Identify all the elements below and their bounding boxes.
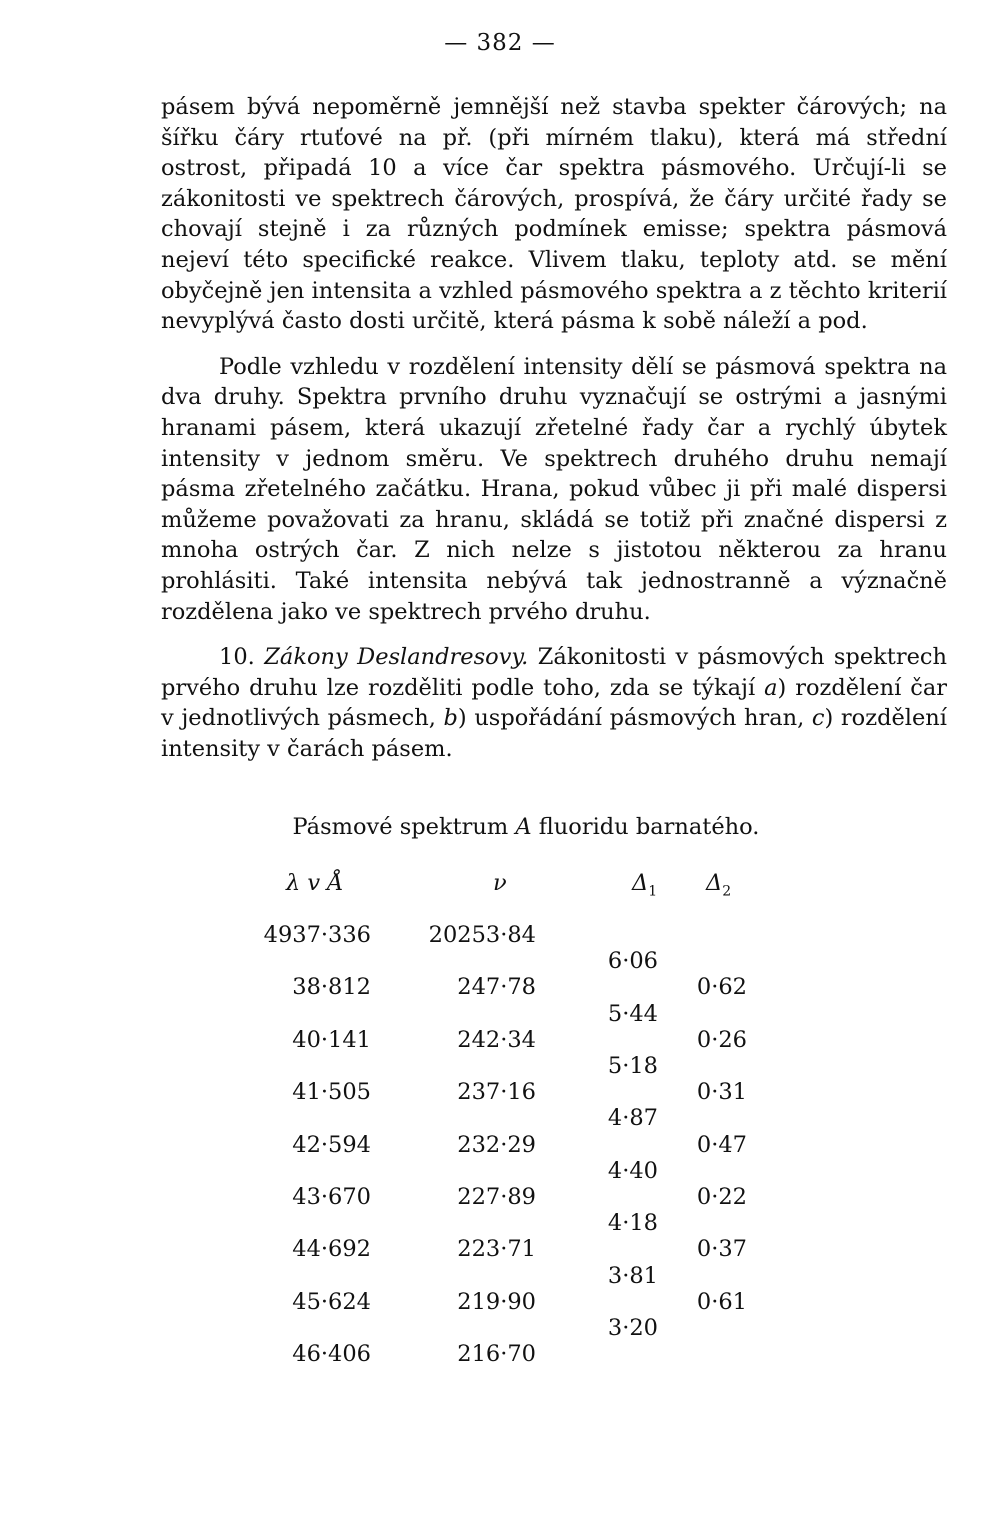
lambda-cell: 38·812 <box>292 974 371 1001</box>
lambda-cell: 45·624 <box>292 1288 371 1315</box>
delta1-cell: 5·18 <box>607 1053 658 1079</box>
lambda-cell: 4937·336 <box>263 922 371 948</box>
header-delta2-sub: 2 <box>722 883 732 900</box>
delta1-cell: 3·20 <box>607 1315 658 1341</box>
nu-cell: 223·71 <box>457 1236 536 1263</box>
section-heading: Zákony Deslandresovy. <box>264 644 529 671</box>
nu-cell: 219·90 <box>457 1288 536 1315</box>
lambda-cell: 41·505 <box>292 1079 371 1106</box>
section-text-2: ) rozdělení čar v jednotlivých pásmech, <box>161 674 947 732</box>
delta2-cell: 0·61 <box>696 1288 747 1315</box>
page-number: — 382 — <box>444 30 556 56</box>
header-delta1-sub: 1 <box>648 883 658 900</box>
item-a-label: a <box>764 674 778 701</box>
body-text <box>161 92 947 779</box>
table-caption-before: Pásmové spektrum <box>292 814 516 840</box>
delta1-cell: 4·40 <box>607 1157 658 1184</box>
header-lambda: λ v Å <box>286 870 344 896</box>
nu-cell: 232·29 <box>457 1131 536 1158</box>
section-text-1: Zákonitosti v pásmových spektrech prvého druhu lze rozděliti podle toho, zda se týkají <box>161 644 947 701</box>
lambda-cell: 42·594 <box>292 1131 371 1158</box>
table-caption-var: A <box>515 814 532 840</box>
header-delta1 <box>632 870 657 900</box>
item-b-label: b <box>443 705 458 732</box>
section-text-3: ) uspořádání pásmových hran, <box>457 705 812 732</box>
paragraph-3 <box>161 642 947 764</box>
section-number: 10. <box>219 644 255 671</box>
nu-cell: 247·78 <box>457 974 536 1001</box>
lambda-cell: 40·141 <box>292 1026 371 1053</box>
delta2-cell: 0·26 <box>696 1026 747 1053</box>
table-caption-after: fluoridu barnatého. <box>531 814 760 840</box>
delta2-cell: 0·37 <box>696 1236 747 1263</box>
item-c-label: c <box>811 705 825 732</box>
delta2-cell: 0·47 <box>696 1131 747 1158</box>
delta2-cell: 0·22 <box>696 1184 747 1210</box>
nu-cell: 242·34 <box>457 1026 536 1053</box>
header-delta2-symbol: Δ <box>706 870 723 896</box>
header-nu: ν <box>493 870 507 896</box>
paragraph-2: Podle vzhledu v rozdělení intensity dělí se pásmová spektra na dva druhy. Spektra prvního druhu vyznačují se ostrými a jasnými hranami pásem, která ukazují zřetelné řady čar a rychlý úbytek intensity v jednom směru. Ve spektrech druhého druhu nemají pásma zřetelného začátku. Hrana, pokud vůbec ji při malé dispersi můžeme považovati za hranu, skládá se totiž při značné dispersi z mnoha ostrých čar. Z nich nelze s jistotou některou za hranu prohlásiti. Také intensita nebývá tak jednostranně a význačně rozdělena jako ve spektrech prvého druhu. <box>161 353 947 625</box>
table-caption <box>0 814 1000 840</box>
paragraph-1: pásem bývá nepoměrně jemnější než stavba spekter čárových; na šířku čáry rtuťové na př. (při mírném tlaku), která má střední ostrost, připadá 10 a více čar spektra pásmového. Určují-li se zákonitosti ve spektrech čárových, prospívá, že čáry určité řady se chovají stejně i za různých podmínek emisse; spektra pásmová nejeví této specifické reakce. Vlivem tlaku, teploty atd. se mění obyčejně jen intensita a vzhled pásmového spektra a z těchto kriterií nevyplývá často dosti určitě, která pásma k sobě náleží a pod. <box>161 94 947 335</box>
lambda-cell: 46·406 <box>292 1341 371 1368</box>
section-text-4: ) rozdělení intensity v čarách pásem. <box>161 705 947 762</box>
delta1-cell: 4·87 <box>607 1105 658 1132</box>
delta1-cell: 3·81 <box>607 1262 658 1289</box>
nu-cell: 227·89 <box>457 1184 536 1210</box>
delta1-cell: 6·06 <box>607 948 658 975</box>
lambda-cell: 43·670 <box>292 1184 371 1210</box>
lambda-cell: 44·692 <box>292 1236 371 1263</box>
delta2-cell: 0·62 <box>696 974 747 1001</box>
nu-cell: 20253·84 <box>428 922 536 948</box>
header-delta1-symbol: Δ <box>632 870 649 896</box>
delta1-cell: 4·18 <box>607 1210 658 1237</box>
nu-cell: 216·70 <box>457 1341 536 1368</box>
header-delta2 <box>706 870 731 900</box>
nu-cell: 237·16 <box>457 1079 536 1106</box>
delta2-cell: 0·31 <box>696 1079 747 1106</box>
delta1-cell: 5·44 <box>607 1000 658 1027</box>
